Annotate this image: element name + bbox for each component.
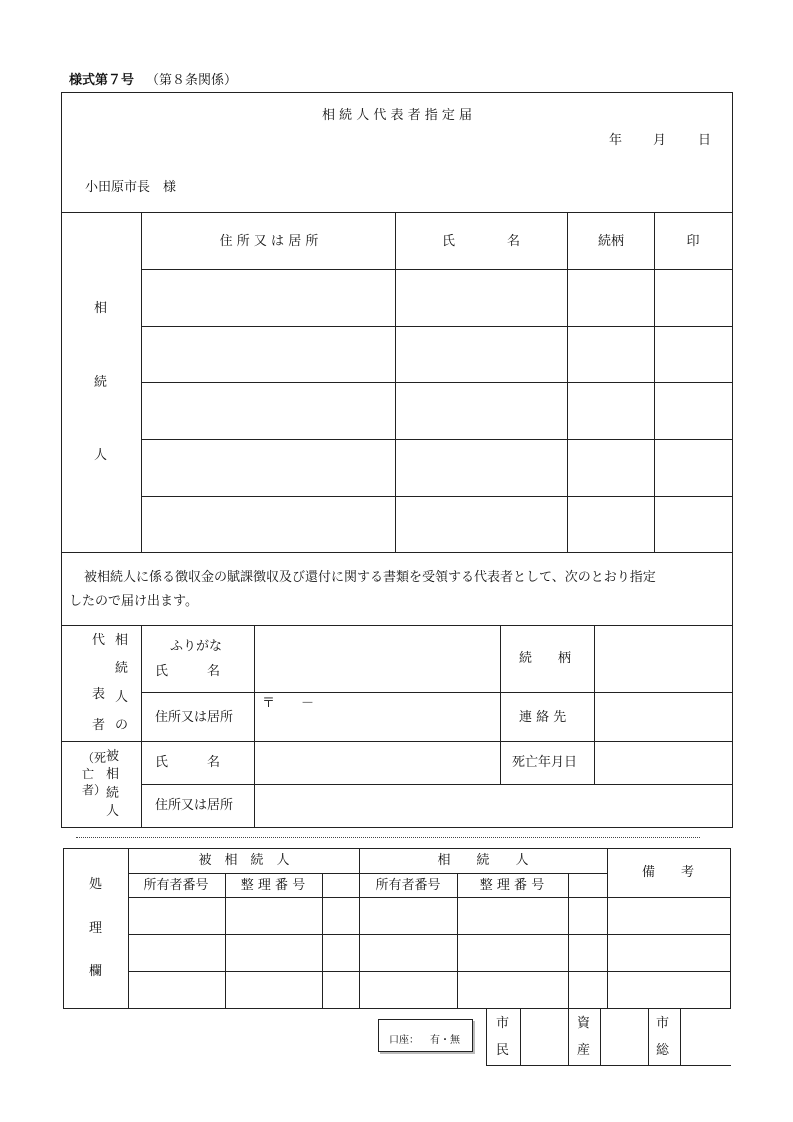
processing-ref-no-1: 整 理 番 号	[240, 878, 306, 893]
deceased-name-label: 氏 名	[155, 755, 221, 770]
statement-line-2: したので届け出ます。	[69, 594, 198, 609]
account-options: 有・無	[430, 1035, 460, 1046]
rep-side-col2-3: 人	[115, 690, 129, 705]
heirs-col-seal: 印	[686, 234, 700, 249]
processing-ref-no-2: 整 理 番 号	[479, 878, 545, 893]
date-day: 日	[698, 133, 712, 148]
deceased-address-label: 住所又は居所	[155, 798, 234, 813]
rep-side-col2-4: の	[115, 718, 129, 733]
cell-shimin-1: 市	[496, 1016, 510, 1031]
account-label: 口座：	[389, 1035, 419, 1046]
addressee: 小田原市長 様	[85, 180, 177, 195]
deceased-side-col1-3: 続	[106, 786, 120, 801]
rep-address-label: 住所又は居所	[155, 710, 234, 725]
separator-line	[76, 837, 700, 838]
heirs-col-name: 氏 名	[441, 234, 521, 249]
cell-shiso-1: 市	[656, 1016, 670, 1031]
cell-shisan-1: 資	[577, 1016, 591, 1031]
heirs-col-address: 住 所 又 は 居 所	[219, 234, 319, 249]
processing-side-label-1: 処	[89, 877, 103, 892]
rep-furigana-label: ふりがな	[170, 639, 223, 654]
rep-postal-mark: 〒 －	[262, 696, 315, 711]
processing-group-deceased: 被 相 続 人	[198, 853, 290, 868]
statement-line-1: 被相続人に係る徴収金の賦課徴収及び還付に関する書類を受領する代表者として、次のとおり指定	[84, 570, 656, 585]
rep-side-col1-3: 者	[92, 718, 106, 733]
form-article: （第８条関係）	[146, 73, 238, 88]
heirs-side-label-2: 続	[94, 375, 108, 390]
rep-contact-label: 連 絡 先	[519, 710, 567, 725]
rep-side-col2-1: 相	[115, 633, 129, 648]
deceased-side-col1-4: 人	[106, 804, 120, 819]
heirs-side-label-1: 相	[94, 301, 108, 316]
rep-side-col2-2: 続	[115, 661, 129, 676]
cell-shimin-2: 民	[496, 1043, 510, 1058]
heirs-side-label-3: 人	[94, 448, 108, 463]
account-stamp-box	[378, 1019, 473, 1052]
processing-owner-no-2: 所有者番号	[375, 878, 441, 893]
date-year: 年	[609, 133, 623, 148]
deceased-side-col2: （死亡者）	[82, 751, 107, 797]
processing-group-heir: 相 続 人	[437, 853, 529, 868]
rep-side-col1-2: 表	[92, 687, 106, 702]
date-month: 月	[653, 133, 667, 148]
form-number: 様式第７号	[69, 73, 135, 88]
rep-side-col1-1: 代	[92, 633, 106, 648]
processing-side-label-2: 理	[89, 921, 103, 936]
deceased-side-col1-2: 相	[106, 767, 120, 782]
processing-owner-no-1: 所有者番号	[143, 878, 209, 893]
document-title: 相 続 人 代 表 者 指 定 届	[321, 108, 473, 123]
deceased-side-col1-1: 被	[106, 749, 120, 764]
processing-side-label-3: 欄	[89, 964, 103, 979]
cell-shisan-2: 産	[577, 1043, 591, 1058]
heirs-col-relation: 続柄	[597, 234, 625, 249]
processing-remarks: 備 考	[641, 865, 695, 880]
cell-shiso-2: 総	[656, 1043, 670, 1058]
rep-relation-label: 続 柄	[519, 651, 572, 666]
deceased-death-date-label: 死亡年月日	[512, 755, 578, 770]
rep-name-label: 氏 名	[155, 664, 221, 679]
